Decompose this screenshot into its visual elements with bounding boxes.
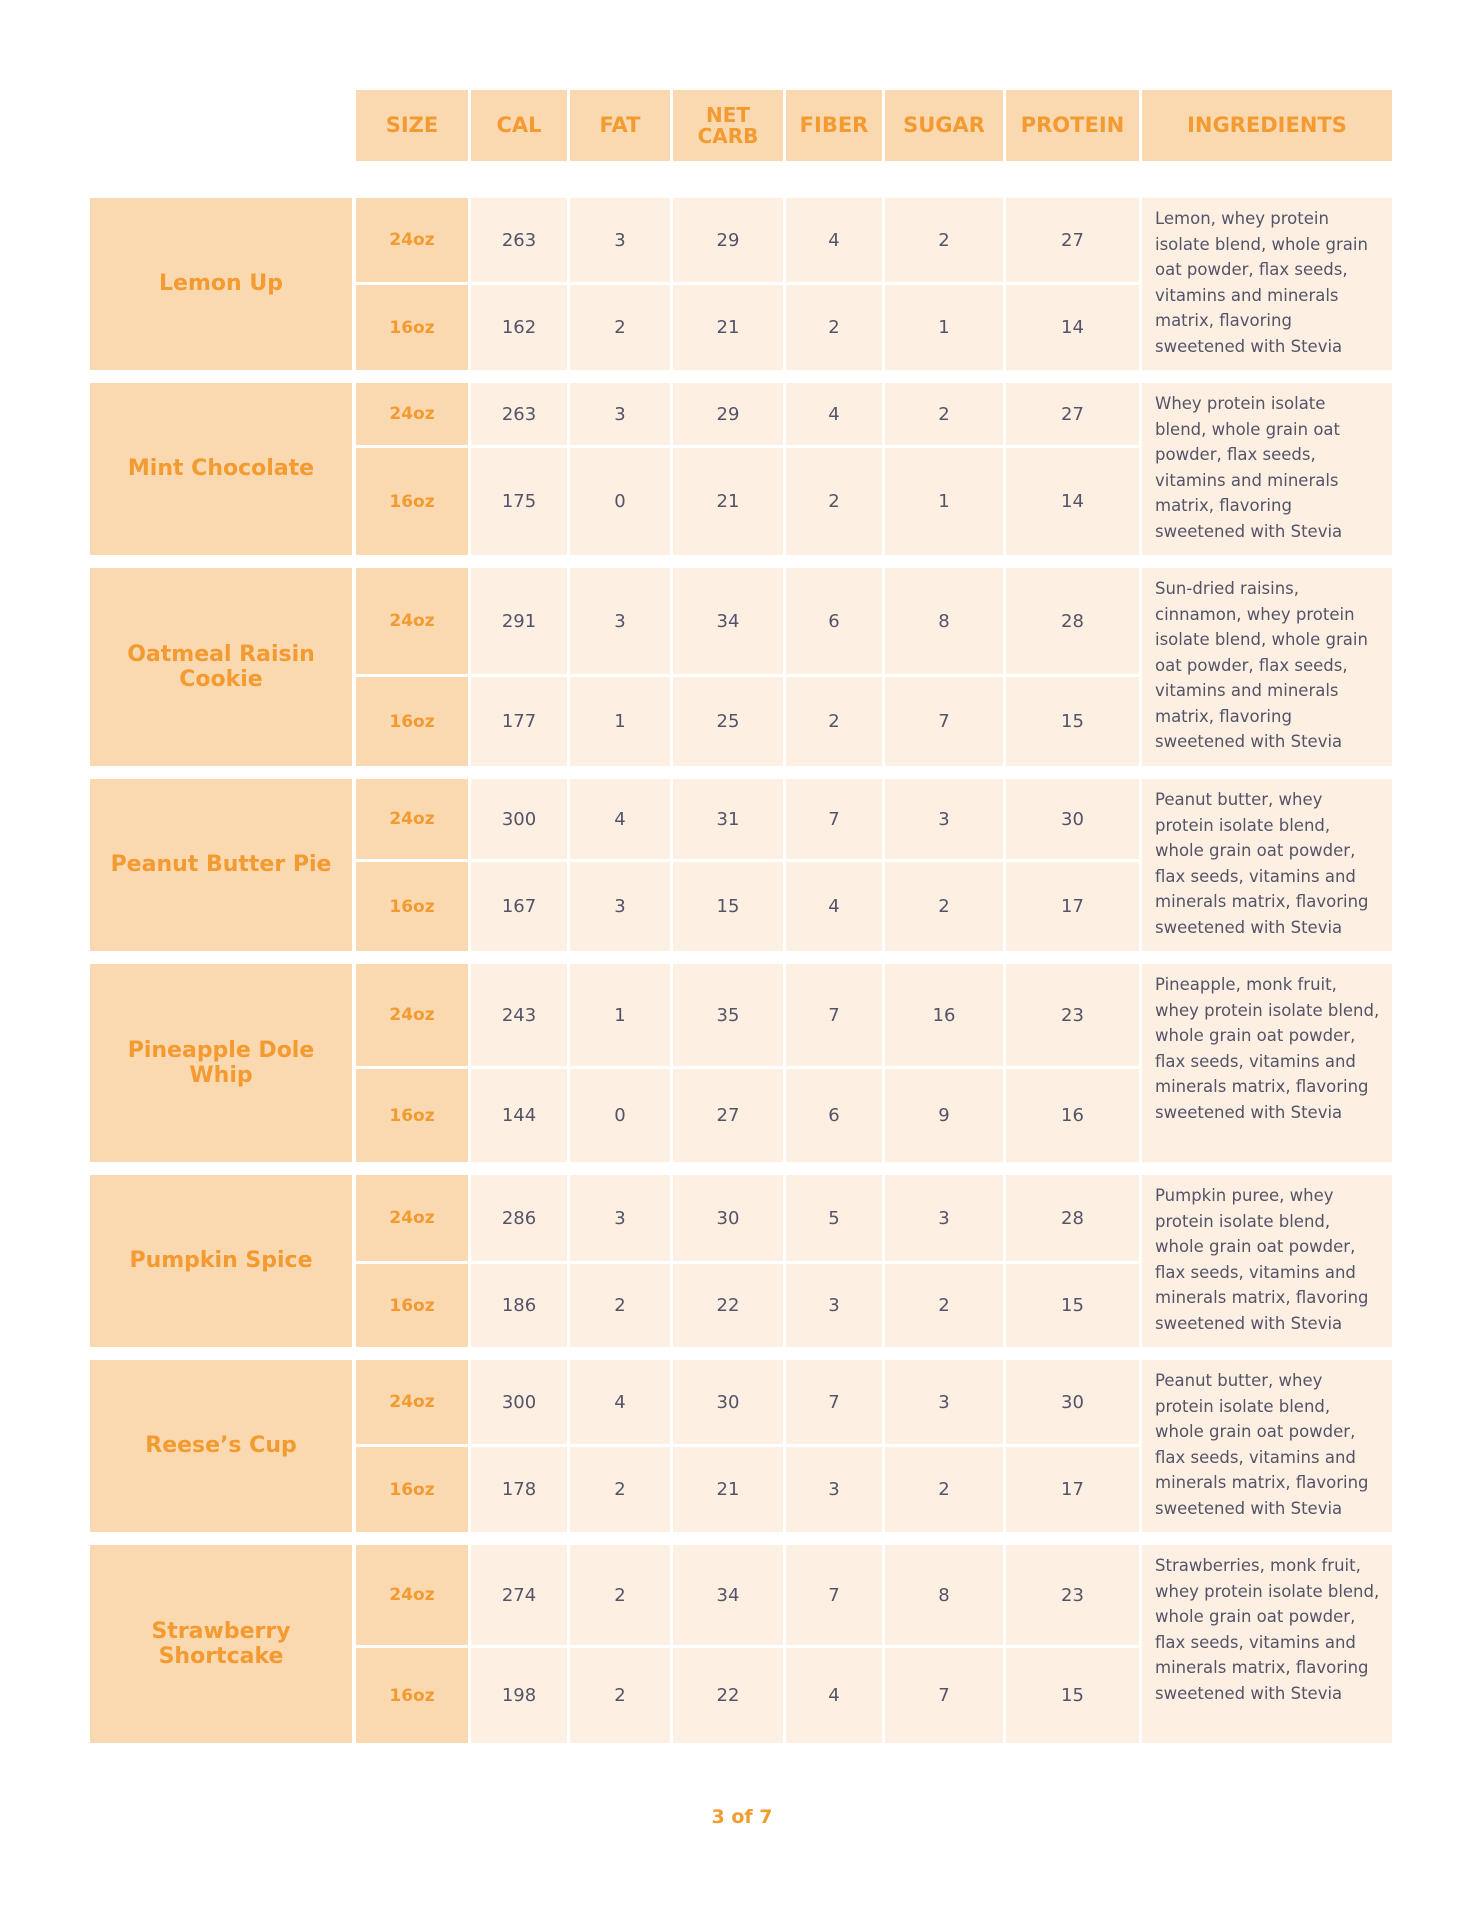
protein-cell: 27: [1006, 383, 1139, 445]
flavor-name: Mint Chocolate: [90, 383, 352, 555]
sugar-cell: 2: [885, 198, 1003, 282]
ingredients-cell: Pumpkin puree, whey protein isolate blend, whole grain oat powder, flax seeds, vitamins and minerals matrix, flavoring sweetened with Stevia: [1142, 1175, 1392, 1347]
size-cell: 24oz: [356, 1545, 468, 1645]
cal-cell: 186: [471, 1264, 567, 1347]
header-size: SIZE: [356, 90, 468, 161]
protein-cell: 15: [1006, 677, 1139, 766]
net-carb-cell: 21: [673, 448, 783, 555]
fiber-cell: 6: [786, 1069, 882, 1162]
net-carb-cell: 25: [673, 677, 783, 766]
fiber-cell: 4: [786, 1648, 882, 1743]
sugar-cell: 8: [885, 1545, 1003, 1645]
cal-cell: 286: [471, 1175, 567, 1261]
fat-cell: 2: [570, 1648, 670, 1743]
flavor-name: Pineapple Dole Whip: [90, 964, 352, 1162]
sugar-cell: 2: [885, 383, 1003, 445]
header-fat: FAT: [570, 90, 670, 161]
fat-cell: 2: [570, 1447, 670, 1532]
fiber-cell: 2: [786, 448, 882, 555]
size-cell: 24oz: [356, 1175, 468, 1261]
protein-cell: 16: [1006, 1069, 1139, 1162]
fat-cell: 0: [570, 1069, 670, 1162]
sugar-cell: 7: [885, 677, 1003, 766]
fiber-cell: 7: [786, 964, 882, 1066]
protein-cell: 27: [1006, 198, 1139, 282]
protein-cell: 14: [1006, 448, 1139, 555]
fiber-cell: 3: [786, 1447, 882, 1532]
page-indicator: 3 of 7: [711, 1806, 773, 1828]
cal-cell: 243: [471, 964, 567, 1066]
sugar-cell: 8: [885, 568, 1003, 674]
net-carb-cell: 35: [673, 964, 783, 1066]
product-block: [90, 964, 1392, 1162]
fiber-cell: 7: [786, 1360, 882, 1444]
fiber-cell: 3: [786, 1264, 882, 1347]
size-cell: 16oz: [356, 1447, 468, 1532]
flavor-name: Oatmeal Raisin Cookie: [90, 568, 352, 766]
cal-cell: 274: [471, 1545, 567, 1645]
cal-cell: 144: [471, 1069, 567, 1162]
sugar-cell: 1: [885, 448, 1003, 555]
sugar-cell: 9: [885, 1069, 1003, 1162]
product-block: [90, 1545, 1392, 1743]
fat-cell: 0: [570, 448, 670, 555]
net-carb-cell: 22: [673, 1264, 783, 1347]
size-cell: 16oz: [356, 1264, 468, 1347]
protein-cell: 14: [1006, 285, 1139, 370]
net-carb-cell: 31: [673, 779, 783, 859]
product-block: [90, 1360, 1392, 1532]
fat-cell: 2: [570, 1264, 670, 1347]
protein-cell: 17: [1006, 1447, 1139, 1532]
flavor-name: Reese’s Cup: [90, 1360, 352, 1532]
fiber-cell: 4: [786, 383, 882, 445]
sugar-cell: 3: [885, 1360, 1003, 1444]
fat-cell: 3: [570, 198, 670, 282]
product-block: [90, 779, 1392, 951]
net-carb-cell: 22: [673, 1648, 783, 1743]
flavor-name: Strawberry Shortcake: [90, 1545, 352, 1743]
cal-cell: 263: [471, 383, 567, 445]
ingredients-cell: Pineapple, monk fruit, whey protein isolate blend, whole grain oat powder, flax seeds, vitamins and minerals matrix, flavoring sweetened with Stevia: [1142, 964, 1392, 1162]
net-carb-cell: 15: [673, 862, 783, 951]
protein-cell: 28: [1006, 1175, 1139, 1261]
net-carb-cell: 29: [673, 383, 783, 445]
fat-cell: 2: [570, 1545, 670, 1645]
cal-cell: 178: [471, 1447, 567, 1532]
sugar-cell: 16: [885, 964, 1003, 1066]
flavor-name: Pumpkin Spice: [90, 1175, 352, 1347]
net-carb-cell: 30: [673, 1175, 783, 1261]
cal-cell: 198: [471, 1648, 567, 1743]
fat-cell: 3: [570, 1175, 670, 1261]
fat-cell: 4: [570, 779, 670, 859]
net-carb-cell: 34: [673, 568, 783, 674]
header-sugar: SUGAR: [885, 90, 1003, 161]
fat-cell: 1: [570, 677, 670, 766]
size-cell: 16oz: [356, 677, 468, 766]
header-net-carb-line2: CARB: [697, 123, 759, 148]
header-net-carb-line1: NET: [705, 102, 751, 127]
fat-cell: 3: [570, 568, 670, 674]
protein-cell: 15: [1006, 1264, 1139, 1347]
ingredients-cell: Peanut butter, whey protein isolate blend, whole grain oat powder, flax seeds, vitamins and minerals matrix, flavoring sweetened with Stevia: [1142, 779, 1392, 951]
protein-cell: 17: [1006, 862, 1139, 951]
ingredients-cell: Strawberries, monk fruit, whey protein isolate blend, whole grain oat powder, flax seeds, vitamins and minerals matrix, flavoring sweetened with Stevia: [1142, 1545, 1392, 1743]
fat-cell: 4: [570, 1360, 670, 1444]
protein-cell: 23: [1006, 1545, 1139, 1645]
cal-cell: 162: [471, 285, 567, 370]
size-cell: 24oz: [356, 383, 468, 445]
cal-cell: 177: [471, 677, 567, 766]
fiber-cell: 2: [786, 285, 882, 370]
size-cell: 24oz: [356, 198, 468, 282]
header-net-carb: [673, 90, 783, 161]
header-ingredients: INGREDIENTS: [1142, 90, 1392, 161]
net-carb-cell: 34: [673, 1545, 783, 1645]
product-block: [90, 383, 1392, 555]
protein-cell: 15: [1006, 1648, 1139, 1743]
fiber-cell: 5: [786, 1175, 882, 1261]
ingredients-cell: Peanut butter, whey protein isolate blend, whole grain oat powder, flax seeds, vitamins and minerals matrix, flavoring sweetened with Stevia: [1142, 1360, 1392, 1532]
cal-cell: 300: [471, 1360, 567, 1444]
ingredients-cell: Lemon, whey protein isolate blend, whole grain oat powder, flax seeds, vitamins and minerals matrix, flavoring sweetened with Stevia: [1142, 198, 1392, 370]
net-carb-cell: 21: [673, 1447, 783, 1532]
cal-cell: 175: [471, 448, 567, 555]
protein-cell: 23: [1006, 964, 1139, 1066]
fiber-cell: 7: [786, 779, 882, 859]
sugar-cell: 3: [885, 1175, 1003, 1261]
fat-cell: 3: [570, 383, 670, 445]
cal-cell: 263: [471, 198, 567, 282]
fat-cell: 2: [570, 285, 670, 370]
net-carb-cell: 21: [673, 285, 783, 370]
flavor-name: Lemon Up: [90, 198, 352, 370]
size-cell: 16oz: [356, 448, 468, 555]
product-block: [90, 198, 1392, 370]
product-block: [90, 1175, 1392, 1347]
size-cell: 16oz: [356, 1648, 468, 1743]
fiber-cell: 4: [786, 198, 882, 282]
protein-cell: 30: [1006, 1360, 1139, 1444]
cal-cell: 291: [471, 568, 567, 674]
sugar-cell: 2: [885, 1447, 1003, 1532]
header-cal: CAL: [471, 90, 567, 161]
size-cell: 16oz: [356, 1069, 468, 1162]
ingredients-cell: Sun-dried raisins, cinnamon, whey protein isolate blend, whole grain oat powder, flax seeds, vitamins and minerals matrix, flavoring sweetened with Stevia: [1142, 568, 1392, 766]
net-carb-cell: 27: [673, 1069, 783, 1162]
protein-cell: 30: [1006, 779, 1139, 859]
sugar-cell: 2: [885, 862, 1003, 951]
fat-cell: 1: [570, 964, 670, 1066]
fiber-cell: 2: [786, 677, 882, 766]
fiber-cell: 7: [786, 1545, 882, 1645]
size-cell: 24oz: [356, 1360, 468, 1444]
fiber-cell: 4: [786, 862, 882, 951]
size-cell: 16oz: [356, 285, 468, 370]
flavor-name: Peanut Butter Pie: [90, 779, 352, 951]
size-cell: 24oz: [356, 779, 468, 859]
protein-cell: 28: [1006, 568, 1139, 674]
sugar-cell: 7: [885, 1648, 1003, 1743]
ingredients-cell: Whey protein isolate blend, whole grain oat powder, flax seeds, vitamins and minerals matrix, flavoring sweetened with Stevia: [1142, 383, 1392, 555]
fat-cell: 3: [570, 862, 670, 951]
net-carb-cell: 29: [673, 198, 783, 282]
size-cell: 24oz: [356, 964, 468, 1066]
size-cell: 16oz: [356, 862, 468, 951]
net-carb-cell: 30: [673, 1360, 783, 1444]
header-fiber: FIBER: [786, 90, 882, 161]
fiber-cell: 6: [786, 568, 882, 674]
product-block: [90, 568, 1392, 766]
sugar-cell: 2: [885, 1264, 1003, 1347]
cal-cell: 300: [471, 779, 567, 859]
header-protein: PROTEIN: [1006, 90, 1139, 161]
cal-cell: 167: [471, 862, 567, 951]
sugar-cell: 1: [885, 285, 1003, 370]
sugar-cell: 3: [885, 779, 1003, 859]
size-cell: 24oz: [356, 568, 468, 674]
